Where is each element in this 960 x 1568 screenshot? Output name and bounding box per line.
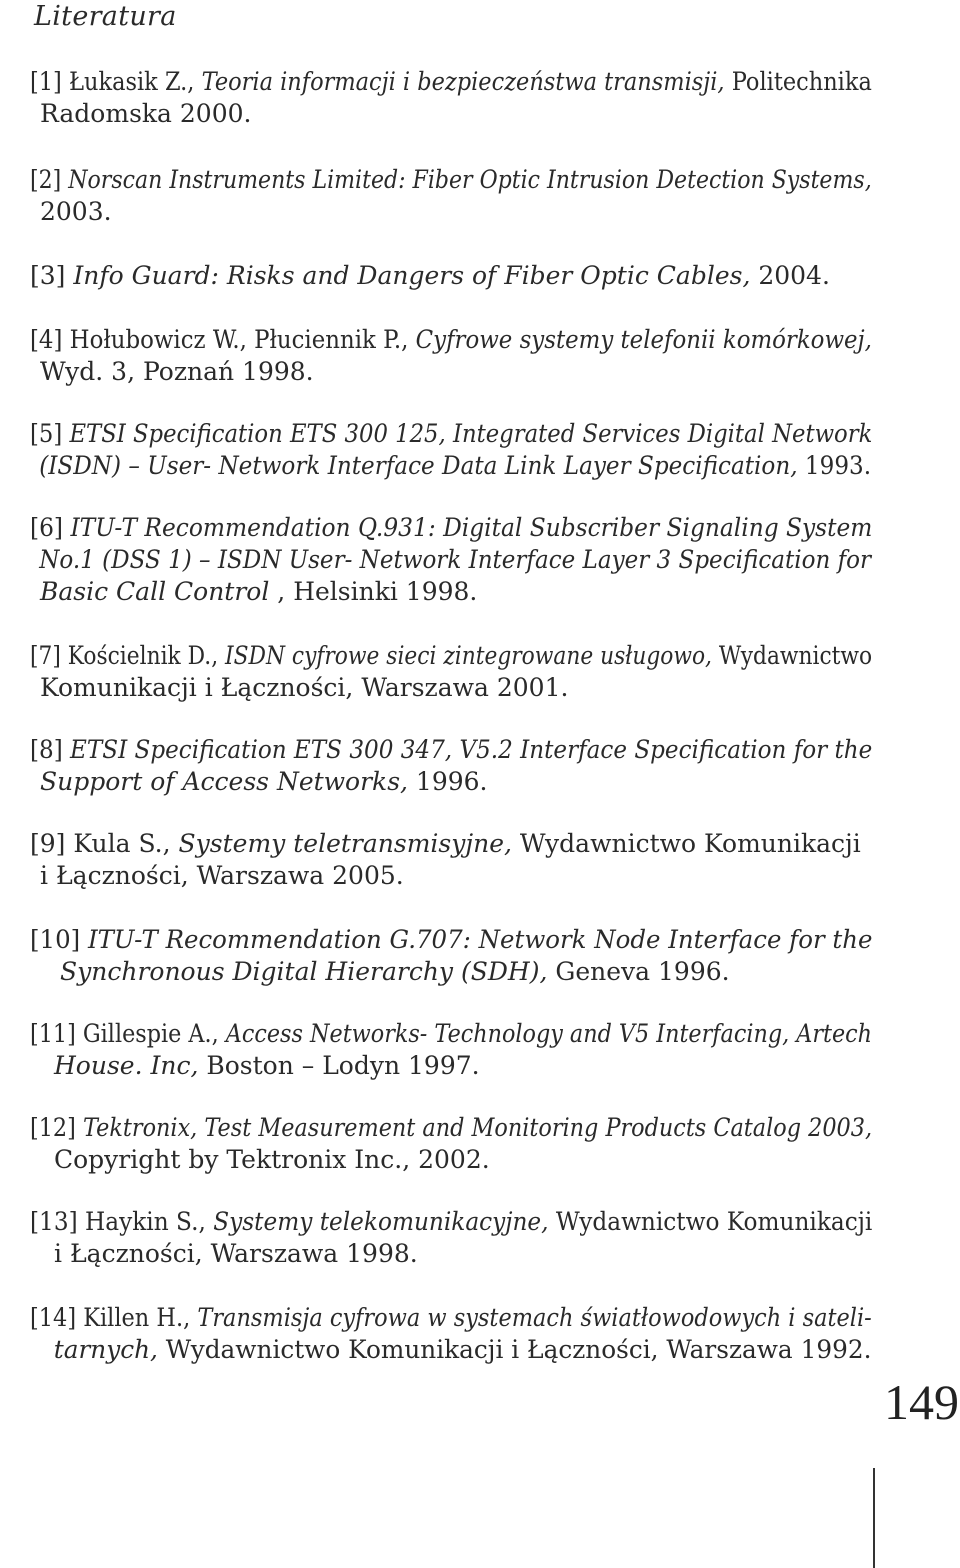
reference-line-2 [30, 1050, 872, 1082]
reference-text-segment: 2004. [750, 261, 830, 290]
reference-item [30, 828, 872, 892]
reference-label: [8] [30, 735, 63, 764]
reference-item [30, 418, 872, 482]
reference-item [30, 1112, 872, 1176]
reference-text-segment: Wydawnictwo Komunikacji i Łączności, Warszawa 1992. [157, 1335, 872, 1364]
reference-title-segment: Systemy telekomunikacyjne, [213, 1207, 549, 1236]
reference-label: [2] [30, 165, 62, 194]
reference-line-1 [30, 1112, 873, 1144]
reference-text-segment: Wydawnictwo Komunikacji [548, 1207, 873, 1236]
reference-line-2 [30, 766, 872, 798]
reference-title-segment: ITU-T Recommendation G.707: Network Node Interface for the [87, 925, 873, 954]
reference-label: [9] [30, 829, 66, 858]
reference-title-segment: ITU-T Recommendation Q.931: Digital Subscriber Signaling System [70, 513, 873, 542]
reference-line-2 [30, 1144, 872, 1176]
reference-label: [14] [30, 1303, 77, 1332]
reference-text-segment: Geneva 1996. [547, 957, 730, 986]
reference-text-segment: Komunikacji i Łączności, Warszawa 2001. [40, 673, 569, 702]
reference-text-segment: 1993. [797, 451, 872, 480]
reference-text-segment: 2003. [40, 197, 112, 226]
reference-text-segment: , Helsinki 1998. [269, 577, 478, 606]
reference-text-segment: Wydawnictwo Komunikacji [511, 829, 861, 858]
section-heading: Literatura [34, 1, 177, 32]
reference-line-2 [30, 672, 872, 704]
reference-line-2 [30, 98, 872, 130]
reference-line-1 [30, 164, 872, 196]
reference-text-segment: Kula S., [65, 829, 179, 858]
reference-text-segment: Boston – Lodyn 1997. [198, 1051, 480, 1080]
reference-label: [13] [30, 1207, 78, 1236]
reference-label: [3] [30, 261, 66, 290]
reference-title-segment: Access Networks- Technology and V5 Interfacing, Artech [225, 1019, 873, 1048]
reference-title-segment: Support of Access Networks, [40, 767, 408, 796]
reference-item [30, 924, 872, 988]
reference-text-segment: Radomska 2000. [40, 99, 252, 128]
reference-text-segment: Kościelnik D., [60, 641, 226, 670]
reference-text-segment: Hołubowicz W., Płuciennik P., [62, 325, 416, 354]
reference-title-segment: No.1 (DSS 1) – ISDN User- Network Interface Layer 3 Specification for [39, 545, 872, 574]
reference-text-segment: i Łączności, Warszawa 1998. [54, 1239, 418, 1268]
reference-text-segment: Gillespie A., [75, 1019, 226, 1048]
reference-line-1 [30, 324, 872, 356]
reference-text-segment: Politechnika [724, 67, 872, 96]
reference-title-segment: ETSI Specification ETS 300 125, Integrated Services Digital Network [69, 419, 873, 448]
reference-item [30, 1206, 872, 1270]
reference-line-1 [30, 1302, 872, 1334]
reference-label: [4] [30, 325, 63, 354]
reference-title-segment: House. Inc, [54, 1051, 199, 1080]
reference-line-1 [30, 260, 872, 292]
reference-line-1 [30, 66, 872, 98]
reference-text-segment: Copyright by Tektronix Inc., 2002. [54, 1145, 490, 1174]
reference-line-2 [30, 860, 872, 892]
reference-title-segment: tarnych, [53, 1335, 158, 1364]
reference-text-segment: i Łączności, Warszawa 2005. [40, 861, 404, 890]
reference-line-1 [30, 1206, 873, 1238]
reference-item [30, 1302, 872, 1366]
reference-item [30, 324, 872, 388]
reference-text-segment: Wyd. 3, Poznań 1998. [40, 357, 314, 386]
reference-line-1 [30, 734, 873, 766]
reference-title-segment: Teoria informacji i bezpieczeństwa transmisji, [201, 67, 725, 96]
reference-label: [11] [30, 1019, 76, 1048]
reference-line-2 [30, 196, 872, 228]
reference-item [30, 1018, 872, 1082]
reference-line-1 [30, 418, 873, 450]
reference-item [30, 640, 872, 704]
reference-line-1 [30, 828, 872, 860]
reference-title-segment: Cyfrowe systemy telefonii komórkowej, [415, 325, 872, 354]
reference-line-3 [30, 576, 872, 608]
reference-item [30, 164, 872, 228]
reference-label: [12] [30, 1113, 76, 1142]
reference-title-segment: (ISDN) – User- Network Interface Data Link Layer Specification, [39, 451, 798, 480]
reference-line-1 [30, 924, 873, 956]
reference-label: [1] [30, 67, 62, 96]
reference-title-segment: Systemy teletransmisyjne, [178, 829, 512, 858]
reference-title-segment: Transmisja cyfrowa w systemach światłowodowych i sateli- [197, 1303, 872, 1332]
reference-text-segment: Wydawnictwo [711, 641, 873, 670]
reference-line-1 [30, 1018, 873, 1050]
reference-item [30, 734, 872, 798]
reference-label: [10] [30, 925, 81, 954]
reference-line-1 [30, 640, 873, 672]
reference-line-2 [30, 356, 872, 388]
reference-line-2 [30, 450, 872, 482]
page-number: 149 [884, 1374, 959, 1430]
reference-title-segment: Info Guard: Risks and Dangers of Fiber Optic Cables, [73, 261, 751, 290]
reference-line-1 [30, 512, 873, 544]
reference-title-segment: Norscan Instruments Limited: Fiber Optic Intrusion Detection Systems, [68, 165, 872, 194]
reference-text-segment: Haykin S., [77, 1207, 214, 1236]
margin-rule [873, 1468, 875, 1568]
reference-item [30, 260, 872, 292]
reference-title-segment: Tektronix, Test Measurement and Monitoring Products Catalog 2003, [82, 1113, 873, 1142]
reference-item [30, 66, 872, 130]
reference-text-segment: Łukasik Z., [61, 67, 202, 96]
reference-line-2 [30, 544, 872, 576]
reference-text-segment: Killen H., [76, 1303, 198, 1332]
reference-label: [7] [30, 641, 61, 670]
reference-title-segment: Synchronous Digital Hierarchy (SDH), [60, 957, 548, 986]
reference-label: [6] [30, 513, 64, 542]
reference-text-segment: 1996. [407, 767, 488, 796]
reference-title-segment: ISDN cyfrowe sieci zintegrowane usługowo, [225, 641, 712, 670]
reference-title-segment: ETSI Specification ETS 300 347, V5.2 Interface Specification for the [70, 735, 873, 764]
reference-label: [5] [30, 419, 63, 448]
reference-line-2 [30, 1238, 872, 1270]
reference-title-segment: Basic Call Control [40, 577, 270, 606]
reference-line-2 [30, 1334, 872, 1366]
reference-item [30, 512, 872, 608]
reference-line-2 [30, 956, 872, 988]
